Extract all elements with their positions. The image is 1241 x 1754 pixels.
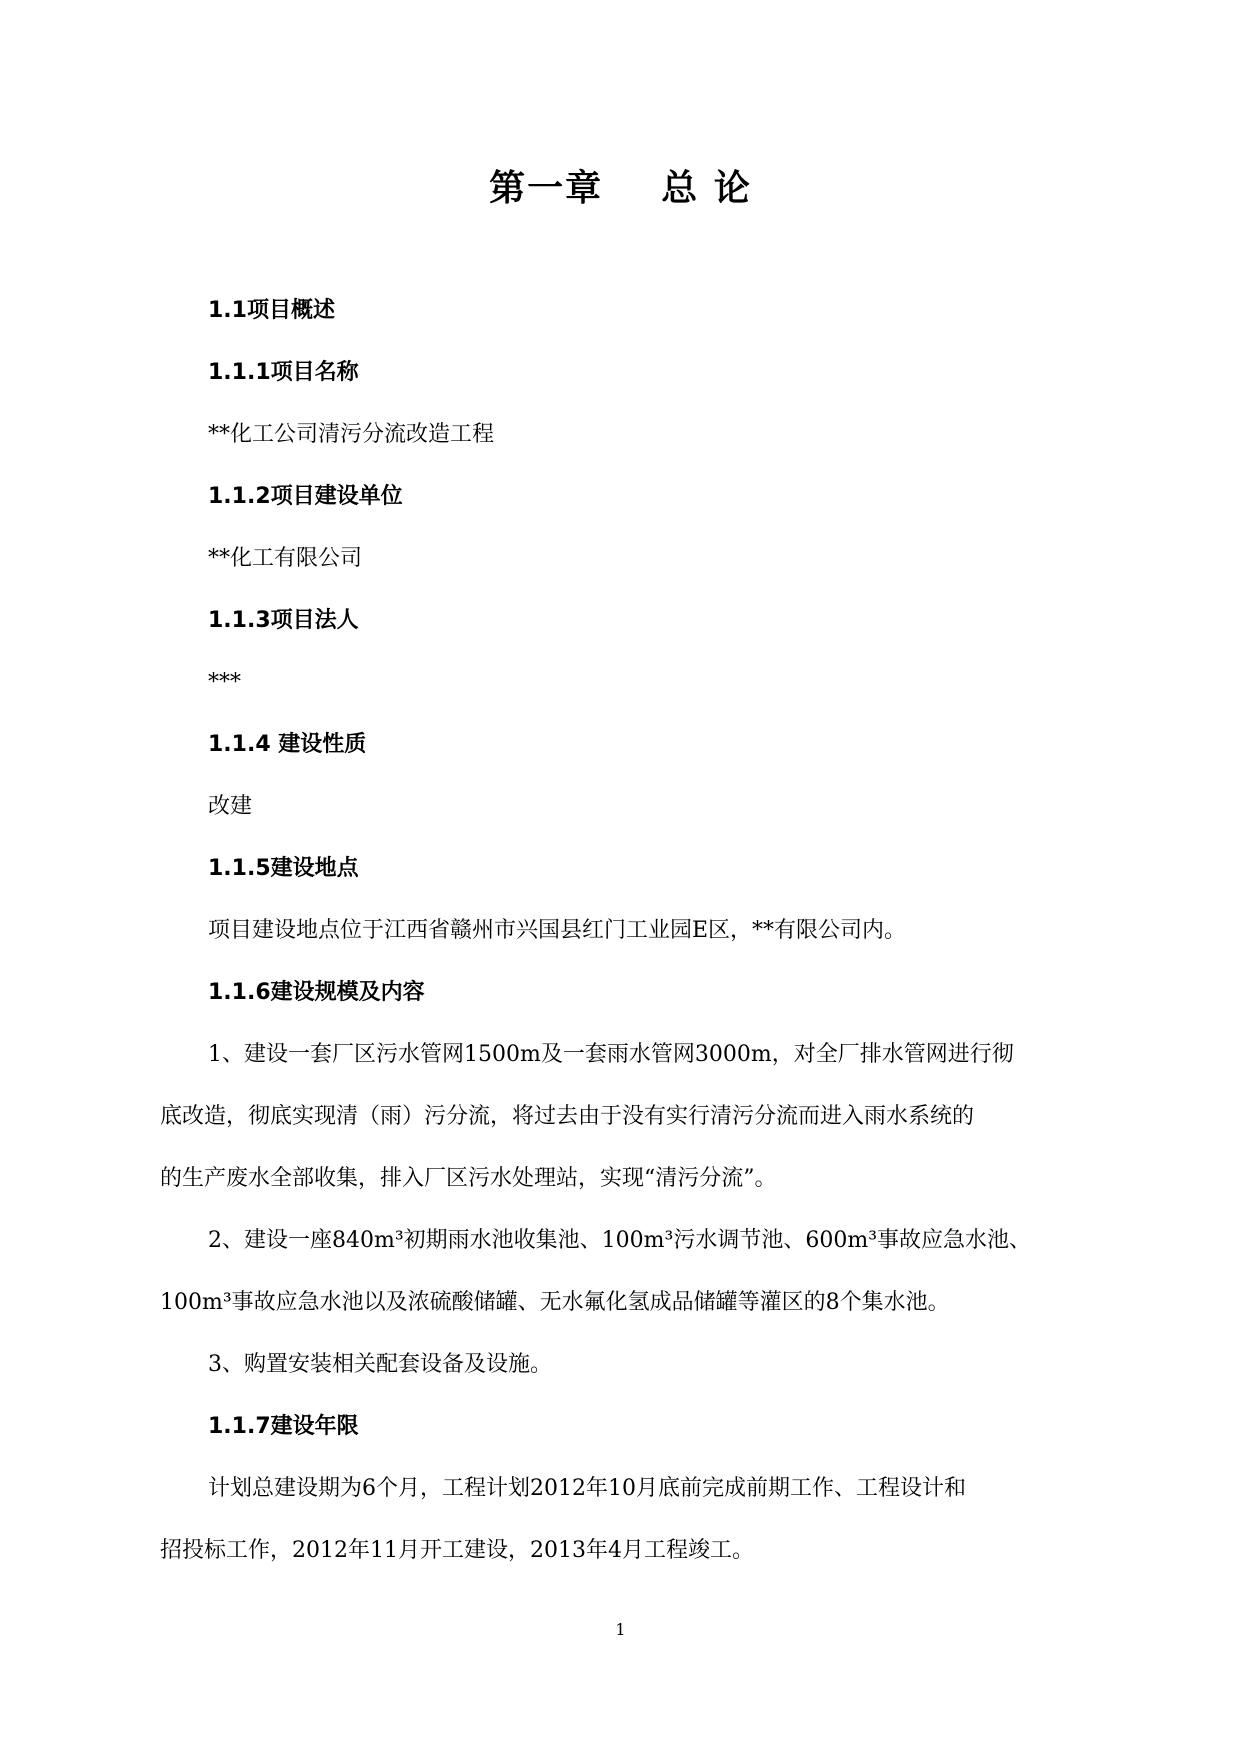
project-name-text: **化工公司清污分流改造工程 — [208, 422, 495, 447]
scope-paragraph-1-line-2: 底改造，彻底实现清（雨）污分流，将过去由于没有实行清污分流而进入雨水系统的 — [160, 1104, 975, 1129]
section-heading-1-1: 1.1项目概述 — [208, 298, 335, 323]
scope-paragraph-2-line-1: 2、建设一座840m³初期雨水池收集池、100m³污水调节池、600m³事故应急水池、 — [208, 1228, 1032, 1253]
section-heading-1-1-1: 1.1.1项目名称 — [208, 360, 359, 385]
scope-paragraph-1-line-3: 的生产废水全部收集，排入厂区污水处理站，实现“清污分流”。 — [160, 1166, 777, 1191]
construction-nature-text: 改建 — [208, 794, 253, 819]
section-heading-1-1-4: 1.1.4 建设性质 — [208, 732, 367, 757]
scope-paragraph-2-line-2: 100m³事故应急水池以及浓硫酸储罐、无水氟化氢成品储罐等灌区的8个集水池。 — [160, 1290, 950, 1315]
page-number: 1 — [615, 1620, 626, 1639]
construction-location-text: 项目建设地点位于江西省赣州市兴国县红门工业园E区，**有限公司内。 — [208, 918, 907, 943]
scope-paragraph-3: 3、购置安装相关配套设备及设施。 — [208, 1352, 552, 1377]
schedule-line-2: 招投标工作，2012年11月开工建设，2013年4月工程竣工。 — [160, 1538, 754, 1563]
section-heading-1-1-2: 1.1.2项目建设单位 — [208, 484, 403, 509]
schedule-line-1: 计划总建设期为6个月，工程计划2012年10月底前完成前期工作、工程设计和 — [208, 1476, 966, 1501]
legal-person-text: *** — [208, 670, 241, 695]
chapter-title: 第一章 总 论 — [489, 168, 752, 209]
section-heading-1-1-5: 1.1.5建设地点 — [208, 856, 359, 881]
section-heading-1-1-3: 1.1.3项目法人 — [208, 608, 359, 633]
section-heading-1-1-7: 1.1.7建设年限 — [208, 1414, 359, 1439]
section-heading-1-1-6: 1.1.6建设规模及内容 — [208, 980, 425, 1005]
construction-unit-text: **化工有限公司 — [208, 546, 363, 571]
scope-paragraph-1-line-1: 1、建设一套厂区污水管网1500m及一套雨水管网3000m，对全厂排水管网进行彻 — [208, 1042, 1014, 1067]
